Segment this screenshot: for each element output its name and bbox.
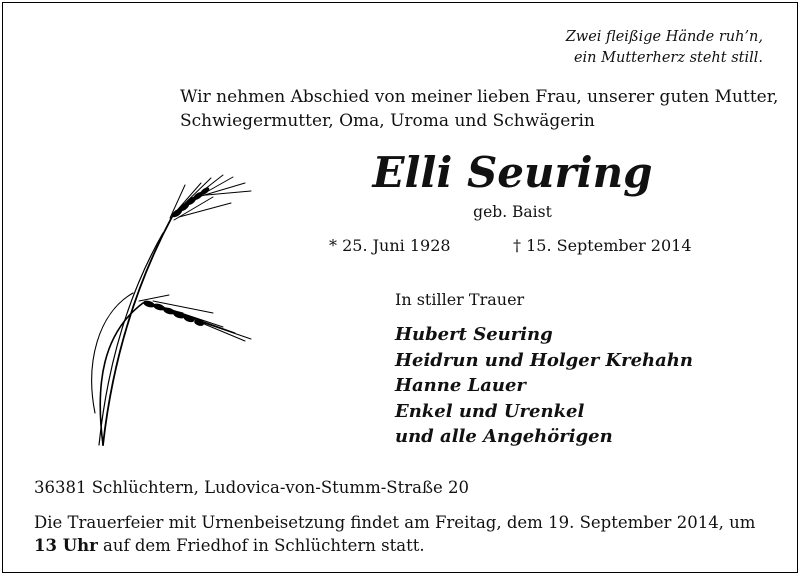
mourner-name: Heidrun und Holger Krehahn [395, 349, 693, 371]
service-time: 13 Uhr [34, 536, 98, 555]
mourner-name: Enkel und Urenkel [395, 400, 585, 422]
intro-line: Schwiegermutter, Oma, Uroma und Schwägerin [180, 111, 595, 131]
mourner-name: und alle Angehörigen [395, 426, 613, 447]
death-date: † 15. September 2014 [513, 236, 692, 255]
poem-line: Zwei fleißige Hände ruh’n, [565, 29, 763, 45]
obituary-notice [2, 2, 798, 573]
intro-line: Wir nehmen Abschied von meiner lieben Frau, unserer guten Mutter, [180, 87, 779, 107]
mourner-name: Hubert Seuring [395, 324, 553, 345]
mourners-list [395, 322, 693, 450]
birth-date: * 25. Juni 1928 [329, 236, 451, 255]
service-text: auf dem Friedhof in Schlüchtern statt. [97, 536, 425, 555]
poem-line: ein Mutterherz steht still. [573, 50, 763, 66]
maiden-name: geb. Baist [473, 203, 552, 221]
poem [566, 27, 763, 69]
deceased-name: Elli Seuring [372, 148, 653, 197]
mourning-heading: In stiller Trauer [395, 290, 525, 309]
mourner-name: Hanne Lauer [395, 375, 526, 396]
service-text: Die Trauerfeier mit Urnenbeisetzung findet am Freitag, dem 19. September 2014, um [34, 513, 756, 532]
intro-text [180, 85, 778, 133]
address: 36381 Schlüchtern, Ludovica-von-Stumm-Straße 20 [34, 478, 469, 497]
service-info [34, 511, 774, 557]
